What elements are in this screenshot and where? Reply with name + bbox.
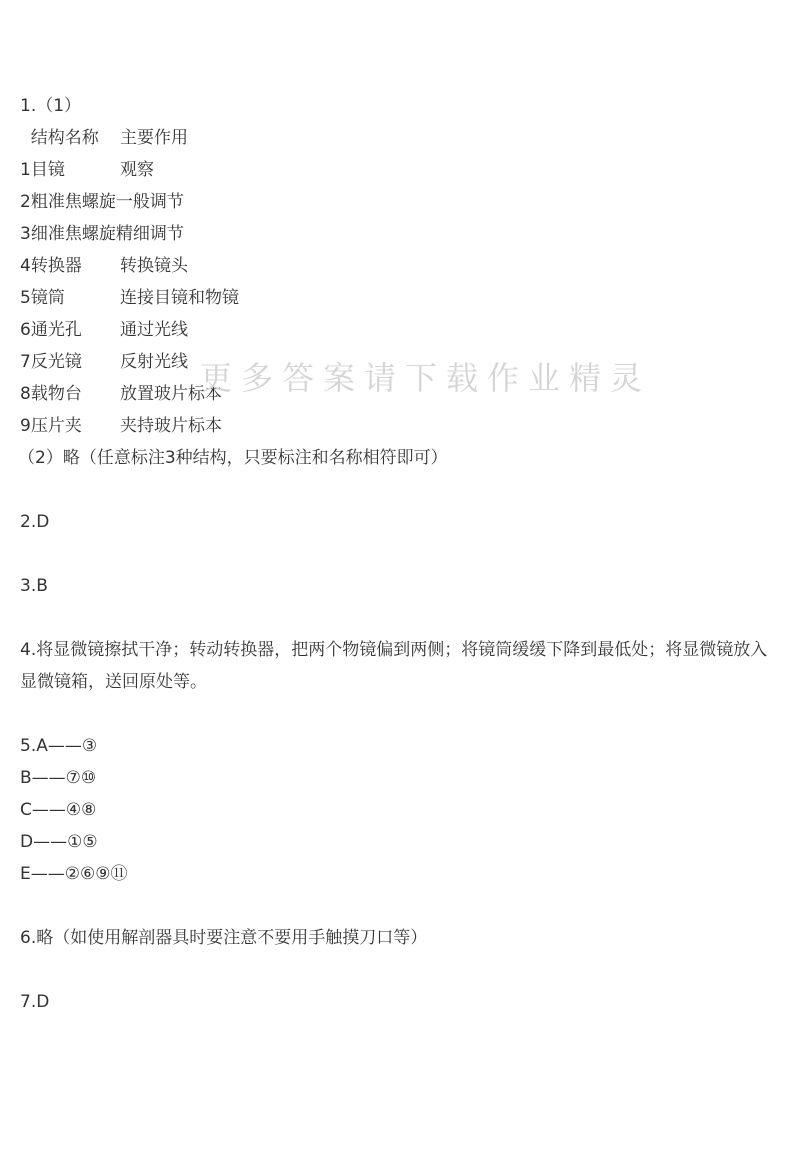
q4-answer: 4.将显微镜擦拭干净；转动转换器，把两个物镜偏到两侧；将镜筒缓缓下降到最低处；将显微镜放入显微镜箱，送回原处等。 — [20, 640, 768, 692]
q1-heading: 1.（1） — [20, 96, 82, 116]
q3-answer: 3.B — [20, 576, 48, 596]
q1-row-6 — [20, 314, 420, 346]
row-function: 精细调节 — [115, 224, 184, 244]
q2-answer: 2.D — [20, 512, 50, 532]
row-function: 放置玻片标本 — [120, 384, 222, 404]
row-structure: 8载物台 — [20, 384, 82, 404]
q1-row-5 — [20, 282, 420, 314]
header-main-function: 主要作用 — [120, 128, 188, 148]
row-function: 连接目镜和物镜 — [120, 288, 239, 308]
row-function: 一般调节 — [115, 192, 184, 212]
q1-part2: （2）略（任意标注3种结构，只要标注和名称相符即可） — [18, 448, 448, 468]
q1-row-3 — [20, 218, 420, 250]
q1-table-header — [20, 122, 420, 154]
q7-answer: 7.D — [20, 992, 50, 1012]
row-structure: 4转换器 — [20, 256, 82, 276]
q1-row-4 — [20, 250, 420, 282]
header-structure-name: 结构名称 — [20, 128, 99, 148]
row-structure: 6通光孔 — [20, 320, 82, 340]
q5-line-e: E——②⑥⑨⑪ — [20, 864, 128, 884]
row-structure: 7反光镜 — [20, 352, 82, 372]
row-function: 夹持玻片标本 — [120, 416, 222, 436]
row-structure: 2粗准焦螺旋 — [20, 192, 116, 212]
q5-line-a: 5.A——③ — [20, 736, 98, 756]
q6-answer: 6.略（如使用解剖器具时要注意不要用手触摸刀口等） — [20, 928, 428, 948]
q1-row-9 — [20, 410, 420, 442]
row-function: 观察 — [120, 160, 154, 180]
q5-line-c: C——④⑧ — [20, 800, 97, 820]
q1-row-1 — [20, 154, 420, 186]
q5-line-d: D——①⑤ — [20, 832, 98, 852]
row-structure: 5镜筒 — [20, 288, 65, 308]
row-function: 转换镜头 — [120, 256, 188, 276]
row-structure: 9压片夹 — [20, 416, 82, 436]
q1-row-2 — [20, 186, 420, 218]
row-structure: 3细准焦螺旋 — [20, 224, 116, 244]
row-structure: 1目镜 — [20, 160, 65, 180]
q5-line-b: B——⑦⑩ — [20, 768, 97, 788]
watermark-text: 更多答案请下载作业精灵 — [200, 359, 652, 397]
row-function: 反射光线 — [120, 352, 188, 372]
row-function: 通过光线 — [120, 320, 188, 340]
